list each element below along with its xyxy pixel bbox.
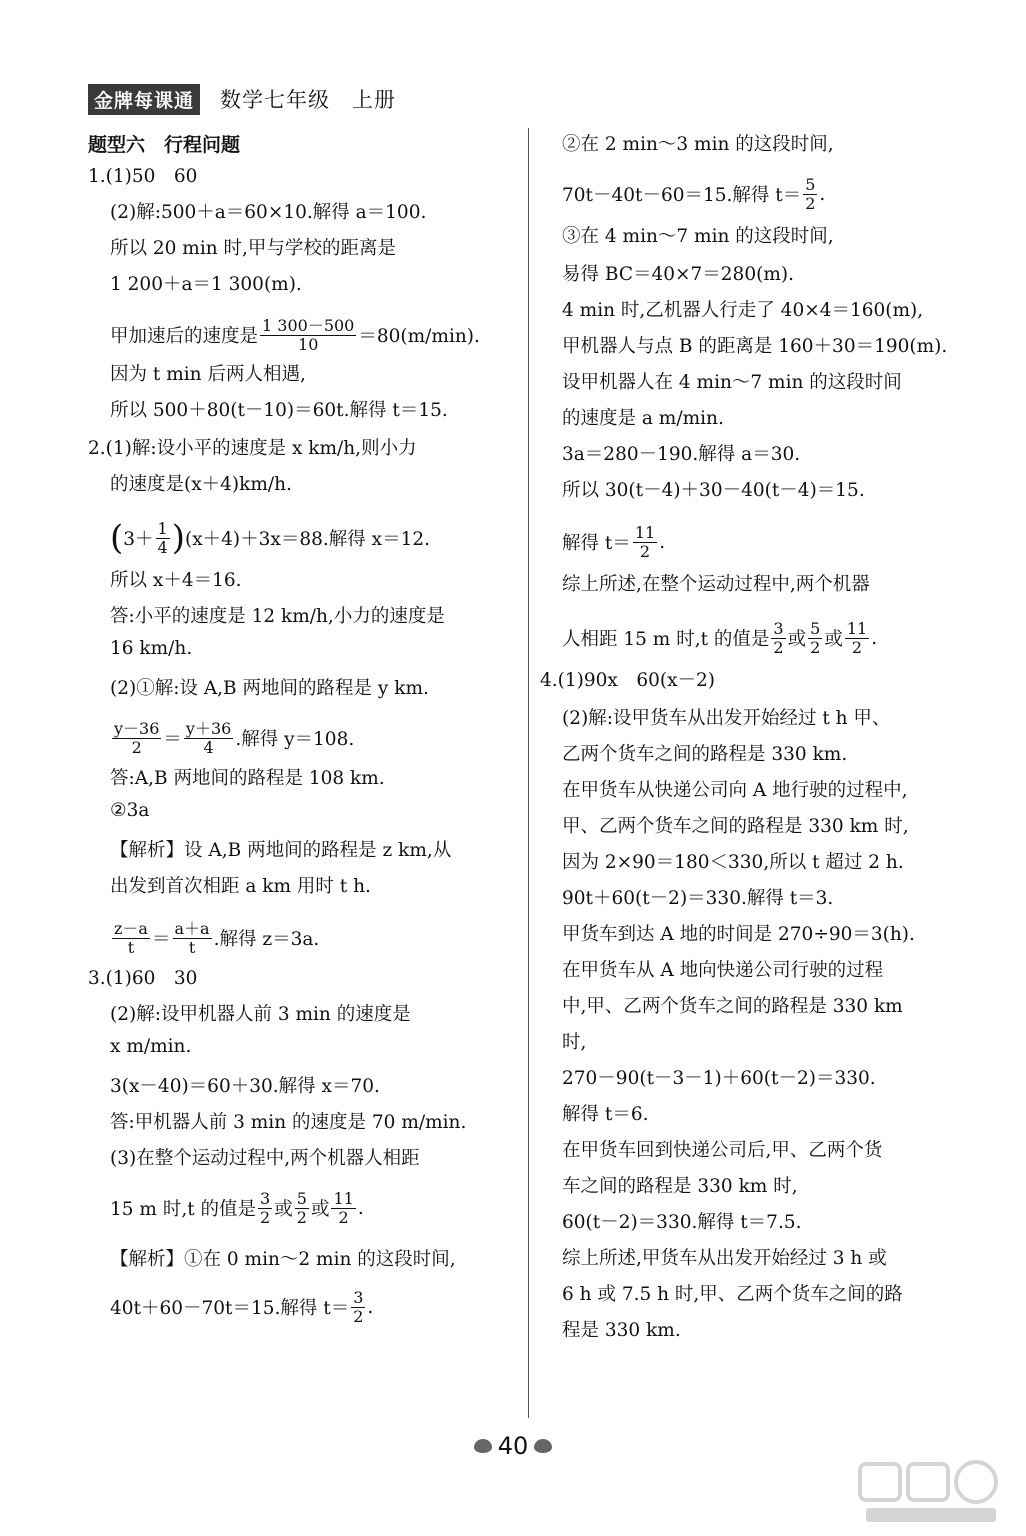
page-footer bbox=[0, 1432, 1026, 1460]
fraction bbox=[808, 620, 822, 656]
leaf-icon bbox=[474, 1439, 492, 1453]
watermark-logo-icon bbox=[856, 1458, 1006, 1528]
answer-line: x m/min. bbox=[110, 1036, 192, 1057]
answer-line: 4 min 时,乙机器人行走了 40×4＝160(m), bbox=[562, 300, 924, 321]
text-run: . bbox=[367, 1296, 374, 1318]
numerator: 3 bbox=[773, 618, 784, 638]
text-run: 40t＋60－70t＝15.解得 t＝ bbox=[110, 1298, 350, 1319]
answer-line: 1 200＋a＝1 300(m). bbox=[110, 274, 302, 295]
answer-line bbox=[88, 712, 518, 764]
numerator: y－36 bbox=[114, 718, 160, 738]
right-column bbox=[540, 130, 982, 1352]
answer-line: (2)①解:设 A,B 两地间的路程是 y km. bbox=[110, 678, 429, 699]
answer-line: 所以 x＋4＝16. bbox=[110, 570, 242, 591]
numerator: 5 bbox=[296, 1188, 307, 1208]
answer-line: 答:甲机器人前 3 min 的速度是 70 m/min. bbox=[110, 1112, 467, 1133]
answer-line bbox=[88, 912, 518, 964]
answer-line: 甲机器人与点 B 的距离是 160＋30＝190(m). bbox=[562, 336, 948, 357]
answer-line: 16 km/h. bbox=[110, 638, 193, 659]
answer-line: 在甲货车回到快递公司后,甲、乙两个货 bbox=[562, 1140, 883, 1161]
numerator: 5 bbox=[805, 174, 816, 194]
denominator: 4 bbox=[157, 537, 168, 557]
fraction bbox=[184, 720, 233, 756]
text-run: . bbox=[819, 183, 826, 205]
text-run: 解得 t＝ bbox=[562, 533, 631, 554]
text-run: .解得 y＝108. bbox=[235, 729, 355, 750]
text-run: 70t－40t－60＝15.解得 t＝ bbox=[562, 185, 802, 206]
fraction bbox=[803, 176, 817, 212]
answer-line: (2)解:设甲机器人前 3 min 的速度是 bbox=[110, 1004, 411, 1025]
section-title: 题型六 行程问题 bbox=[88, 134, 241, 156]
numerator: y＋36 bbox=[185, 718, 232, 738]
answer-line: ②3a bbox=[110, 800, 150, 821]
leaf-icon bbox=[534, 1439, 552, 1453]
numerator: 5 bbox=[810, 618, 821, 638]
answer-line: (2)解:500＋a＝60×10.解得 a＝100. bbox=[110, 202, 427, 223]
answer-line: 因为 t min 后两人相遇, bbox=[110, 364, 306, 385]
text-run: . bbox=[871, 627, 878, 649]
text-run: ＝80(m/min). bbox=[358, 326, 480, 347]
answer-line bbox=[88, 1180, 518, 1236]
denominator: 2 bbox=[338, 1207, 349, 1227]
answer-line bbox=[562, 610, 982, 666]
answer-line: 程是 330 km. bbox=[562, 1320, 681, 1341]
text-run: . bbox=[357, 1197, 364, 1219]
answer-line: 解得 t＝6. bbox=[562, 1104, 649, 1125]
answer-line: 时, bbox=[562, 1032, 587, 1053]
right-paren: ) bbox=[171, 518, 185, 558]
text-run: (x＋4)＋3x＝88.解得 x＝12. bbox=[185, 529, 430, 550]
answer-line: 答:A,B 两地间的路程是 108 km. bbox=[110, 768, 385, 789]
fraction bbox=[112, 920, 150, 956]
numerator: 11 bbox=[634, 522, 656, 542]
answer-line: (2)解:设甲货车从出发开始经过 t h 甲、 bbox=[562, 708, 891, 729]
answer-line: 3.(1)60 30 bbox=[88, 968, 198, 989]
denominator: 2 bbox=[260, 1207, 271, 1227]
answer-line: 3(x－40)＝60＋30.解得 x＝70. bbox=[110, 1076, 380, 1097]
left-column bbox=[88, 130, 518, 1334]
denominator: 2 bbox=[639, 541, 651, 561]
answer-line: 【解析】设 A,B 两地间的路程是 z km,从 bbox=[110, 840, 452, 861]
text-run: 或 bbox=[274, 1199, 293, 1220]
numerator: 3 bbox=[353, 1287, 364, 1307]
text-run: 3＋ bbox=[123, 529, 154, 550]
answer-line: 综上所述,甲货车从出发开始经过 3 h 或 bbox=[562, 1248, 887, 1269]
denominator: 2 bbox=[851, 637, 863, 657]
denominator: 2 bbox=[296, 1207, 307, 1227]
answer-line: 2.(1)解:设小平的速度是 x km/h,则小力 bbox=[88, 438, 417, 459]
answer-line: 270－90(t－3－1)＋60(t－2)＝330. bbox=[562, 1068, 876, 1089]
book-subtitle: 数学七年级 上册 bbox=[220, 88, 397, 112]
text-run: 15 m 时,t 的值是 bbox=[110, 1199, 257, 1220]
numerator: 3 bbox=[260, 1188, 271, 1208]
answer-line: 1.(1)50 60 bbox=[88, 166, 198, 187]
denominator: 4 bbox=[203, 737, 214, 757]
denominator: 2 bbox=[773, 637, 784, 657]
equals-sign: ＝ bbox=[163, 729, 182, 750]
denominator: 2 bbox=[810, 637, 821, 657]
answer-line: (3)在整个运动过程中,两个机器人相距 bbox=[110, 1148, 420, 1169]
answer-line bbox=[88, 510, 518, 566]
denominator: 10 bbox=[298, 334, 319, 354]
page-header bbox=[88, 84, 396, 114]
text-run: 甲加速后的速度是 bbox=[110, 326, 259, 347]
denominator: t bbox=[188, 937, 196, 957]
answer-line: ③在 4 min～7 min 的这段时间, bbox=[562, 226, 834, 247]
answer-line: 在甲货车从快递公司向 A 地行驶的过程中, bbox=[562, 780, 908, 801]
answer-line bbox=[88, 1280, 518, 1334]
numerator: 1 bbox=[157, 518, 168, 538]
answer-line: 因为 2×90＝180＜330,所以 t 超过 2 h. bbox=[562, 852, 904, 873]
fraction bbox=[295, 1190, 309, 1226]
text-run: . bbox=[659, 531, 666, 553]
text-run: 或 bbox=[824, 629, 843, 650]
fraction bbox=[156, 520, 170, 556]
page-number: 40 bbox=[497, 1432, 529, 1460]
text-run: 人相距 15 m 时,t 的值是 bbox=[562, 629, 770, 650]
answer-line bbox=[88, 310, 518, 360]
text-run: 或 bbox=[310, 1199, 330, 1220]
fraction bbox=[258, 1190, 272, 1226]
answer-line: 【解析】①在 0 min～2 min 的这段时间, bbox=[110, 1249, 456, 1270]
fraction bbox=[173, 920, 212, 956]
denominator: 2 bbox=[131, 737, 142, 757]
numerator: 1 300－500 bbox=[262, 315, 355, 335]
fraction bbox=[845, 620, 869, 656]
text-run: 或 bbox=[787, 629, 807, 650]
answer-line: 在甲货车从 A 地向快递公司行驶的过程 bbox=[562, 960, 884, 981]
answer-line bbox=[562, 514, 982, 570]
denominator: t bbox=[127, 937, 135, 957]
series-brand: 金牌每课通 bbox=[88, 84, 200, 115]
answer-line: 90t＋60(t－2)＝330.解得 t＝3. bbox=[562, 888, 834, 909]
answer-line: 6 h 或 7.5 h 时,甲、乙两个货车之间的路 bbox=[562, 1284, 903, 1305]
answer-line: 4.(1)90x 60(x－2) bbox=[540, 670, 716, 691]
answer-line: 综上所述,在整个运动过程中,两个机器 bbox=[562, 574, 870, 595]
fraction bbox=[260, 317, 356, 353]
answer-line: 甲货车到达 A 地的时间是 270÷90＝3(h). bbox=[562, 924, 915, 945]
answer-line: 的速度是(x＋4)km/h. bbox=[110, 474, 292, 495]
answer-line: ②在 2 min～3 min 的这段时间, bbox=[562, 134, 834, 155]
answer-line bbox=[562, 166, 982, 222]
left-paren: ( bbox=[110, 518, 124, 558]
numerator: a＋a bbox=[174, 918, 210, 938]
answer-line: 60(t－2)＝330.解得 t＝7.5. bbox=[562, 1212, 802, 1233]
equals-sign: ＝ bbox=[151, 929, 171, 950]
denominator: 2 bbox=[805, 193, 816, 213]
answer-line: 甲、乙两个货车之间的路程是 330 km 时, bbox=[562, 816, 909, 837]
answer-line: 出发到首次相距 a km 用时 t h. bbox=[110, 876, 371, 897]
answer-line: 所以 30(t－4)＋30－40(t－4)＝15. bbox=[562, 480, 865, 501]
answer-line: 中,甲、乙两个货车之间的路程是 330 km bbox=[562, 996, 903, 1017]
fraction bbox=[633, 524, 657, 560]
fraction bbox=[351, 1289, 365, 1325]
answer-line: 3a＝280－190.解得 a＝30. bbox=[562, 444, 801, 465]
answer-line: 车之间的路程是 330 km 时, bbox=[562, 1176, 798, 1197]
answer-line: 所以 500＋80(t－10)＝60t.解得 t＝15. bbox=[110, 400, 448, 421]
fraction bbox=[112, 720, 161, 756]
numerator: 11 bbox=[846, 618, 868, 638]
answer-line: 的速度是 a m/min. bbox=[562, 408, 724, 429]
fraction bbox=[331, 1190, 355, 1226]
denominator: 2 bbox=[353, 1306, 364, 1326]
answer-line: 设甲机器人在 4 min～7 min 的这段时间 bbox=[562, 372, 902, 393]
answer-line: 所以 20 min 时,甲与学校的距离是 bbox=[110, 238, 396, 259]
answer-line: 答:小平的速度是 12 km/h,小力的速度是 bbox=[110, 606, 445, 627]
fraction bbox=[771, 620, 785, 656]
numerator: z－a bbox=[114, 918, 148, 938]
text-run: .解得 z＝3a. bbox=[213, 929, 320, 950]
answer-line: 易得 BC＝40×7＝280(m). bbox=[562, 264, 794, 285]
numerator: 11 bbox=[333, 1188, 354, 1208]
column-divider bbox=[528, 128, 529, 1418]
answer-line: 乙两个货车之间的路程是 330 km. bbox=[562, 744, 848, 765]
